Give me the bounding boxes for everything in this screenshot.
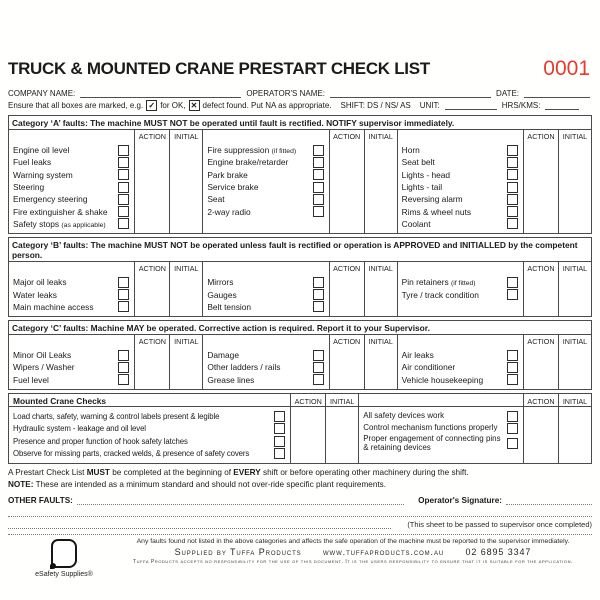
other-faults-extra-row [8,517,592,529]
check-item-row [402,218,519,230]
check-item-row [402,276,519,288]
check-item-label: Safety stops (as applicable) [13,218,106,229]
check-item-label: 2-way radio [207,206,251,217]
checkbox[interactable] [313,206,324,217]
initial-column-header: INITIAL [326,394,358,407]
check-item-label: Reversing alarm [401,194,463,205]
check-item-label: Tyre / track condition [401,289,479,300]
footer [8,534,592,578]
check-group [202,335,396,389]
operator-signature-label: Operator's Signature: [418,496,502,506]
check-item-label: Control mechanism functions properly [363,423,498,433]
text-segment: These are intended as a minimum standard and should not over-ride specific plant requirements. [33,479,387,489]
check-group [397,262,591,316]
supplier-disclaimer: Tuffa Products accepts no responsibility for the use of this document. It is the users responsibility to ensure that it is suitable for the application. [133,559,573,566]
check-item-label: Seat [207,194,225,205]
other-faults-extra-row [8,505,592,517]
check-item-label: Steering [13,182,45,193]
initial-column [365,262,397,316]
crane-section-heading: Mounted Crane Checks [9,394,290,407]
checkbox[interactable] [507,206,518,217]
check-group [9,262,202,316]
check-item-row [402,156,519,168]
checkbox[interactable] [274,436,285,447]
check-item-label: Load charts, safety, warning & control labels present & legible [13,411,220,421]
check-item-row [207,193,324,205]
check-item-label: Major oil leaks [13,277,67,288]
check-item-row [13,410,286,423]
signature-line[interactable] [506,495,592,505]
check-item-label: Observe for missing parts, cracked welds, & presence of safety covers [13,449,250,459]
checkbox[interactable] [118,289,129,300]
checkbox[interactable] [507,194,518,205]
category-sections [8,115,592,390]
check-item-row [13,276,130,288]
minimum-standard-note [8,480,592,492]
check-item-label: Fire extinguisher & shake [13,206,108,217]
crane-section-heading [359,394,523,407]
check-item-label: Proper engagement of connecting pins & retaining devices [363,434,501,452]
logo-text: eSafety Supplies® [35,571,93,579]
item-label-note: (if fitted) [451,280,476,288]
text-segment: A Prestart Check List [8,468,87,478]
checkbox[interactable] [313,145,324,156]
instruction-text: Ensure that all boxes are marked, e.g. [8,100,144,110]
category-heading: Category ‘A’ faults: The machine MUST NOT be operated until fault is rectified. NOTIFY supervisor immediately. [9,116,591,130]
hrskms-field[interactable] [545,100,579,110]
unit-field[interactable] [445,100,497,110]
initial-column-header: INITIAL [562,132,588,141]
check-group [202,262,396,316]
initial-column [365,130,397,233]
crane-body [9,394,591,463]
check-item-label: Presence and proper function of hook safety latches [13,436,188,446]
checkbox[interactable] [118,206,129,217]
text-segment: be completed at the beginning of [109,468,234,478]
check-item-row [402,169,519,181]
other-faults-row [8,492,592,505]
action-column [523,335,559,389]
checkbox[interactable] [274,448,285,459]
check-item-label: Horn [401,145,420,156]
checkbox[interactable] [118,145,129,156]
checkbox[interactable] [313,169,324,180]
initial-column [559,130,591,233]
initial-column [170,130,202,233]
operator-name-label: OPERATOR'S NAME: [246,89,325,98]
check-item-row [13,301,130,313]
category-body [9,335,591,389]
supplier-website: www.tuffaproducts.com.au [322,547,445,558]
company-name-field[interactable] [80,88,241,98]
check-group [397,130,591,233]
check-item-row [207,169,324,181]
checkbox[interactable] [313,157,324,168]
supplier-line [120,547,586,557]
checkbox[interactable] [507,411,518,422]
action-column [523,394,559,463]
checkbox[interactable] [507,438,518,449]
checkbox[interactable] [118,182,129,193]
check-item-label: Emergency steering [13,194,88,205]
check-item-row [207,181,324,193]
check-item-row [13,144,130,156]
check-item-row [13,181,130,193]
initial-column [170,262,202,316]
text-segment: EVERY [233,468,261,478]
action-column-header: ACTION [527,132,555,141]
checkbox[interactable] [313,362,324,373]
check-item-row [13,422,286,435]
check-item-label: Engine brake/retarder [207,157,289,168]
category-body [9,262,591,316]
check-item-row [363,435,519,452]
check-item-label: All safety devices work [363,410,445,420]
check-item-label: Grease lines [207,374,255,385]
category-heading: Category ‘C’ faults: Machine MAY be operated. Corrective action is required. Report it to your Supervisor. [9,321,591,335]
check-item-row [13,435,286,448]
other-faults-label: OTHER FAULTS: [8,496,73,506]
initial-column-header: INITIAL [174,264,199,274]
check-item-label: Air conditioner [401,362,456,373]
check-item-row [13,374,130,386]
company-name-label: COMPANY NAME: [8,89,76,98]
check-item-label: Fuel leaks [13,157,52,168]
check-group [202,130,396,233]
check-item-label: Warning system [13,169,73,180]
check-item-row [207,144,324,156]
action-column-header: ACTION [527,336,555,346]
check-item-row [363,410,519,423]
check-item-label: Hydraulic system - leakage and oil level [13,424,146,434]
initial-column [170,335,202,389]
action-column-header: ACTION [138,132,166,141]
checkbox[interactable] [118,374,129,385]
checkbox[interactable] [118,218,129,229]
check-item-row [13,361,130,373]
ok-text: for OK, [160,100,186,110]
action-column-header: ACTION [138,336,166,346]
checkbox[interactable] [507,289,518,300]
initial-column-header: INITIAL [174,132,199,141]
footer-text-block [120,538,592,578]
checkbox[interactable] [313,289,324,300]
check-group [358,394,591,463]
category-section [8,115,592,234]
action-column [329,262,365,316]
serial-number: 0001 [543,57,590,80]
checkbox[interactable] [507,277,518,288]
check-item-label: Engine oil level [13,145,70,156]
action-column [134,130,170,233]
prestart-note [8,468,592,480]
operator-name-field[interactable] [330,88,491,98]
date-field[interactable] [524,88,590,98]
checkbox[interactable] [313,301,324,312]
page-title: TRUCK & MOUNTED CRANE PRESTART CHECK LIST [8,59,430,78]
initial-column-header: INITIAL [562,336,588,346]
check-item-row [402,288,519,300]
check-group [9,394,358,463]
action-column-header: ACTION [333,336,361,346]
checkbox[interactable] [118,194,129,205]
check-item-row [402,349,519,361]
check-item-label: Water leaks [13,289,57,300]
check-item-label: Lights - head [401,169,451,180]
text-segment: MUST [86,468,110,478]
initial-column-header: INITIAL [174,336,199,346]
category-section [8,320,592,390]
check-item-label: Fire suppression (if fitted) [207,145,297,156]
check-item-row [402,193,519,205]
defect-text: defect found. Put NA as appropriate. [202,100,332,110]
initial-column [559,335,591,389]
checkbox[interactable] [118,362,129,373]
action-column [329,130,365,233]
check-item-row [13,448,286,461]
other-faults-line[interactable] [8,507,592,517]
action-column [134,262,170,316]
checkbox[interactable] [118,301,129,312]
checkbox[interactable] [507,362,518,373]
item-label-note: (if fitted) [271,148,297,156]
checkbox[interactable] [313,350,324,361]
check-group [9,130,202,233]
footer-faults-note: Any faults found not listed in the above categories and affects the safe operation of the machine must be reported to the supervisor immediately. [136,538,570,546]
check-item-row [402,374,519,386]
check-item-row [207,156,324,168]
esafety-logo [8,538,120,578]
checkbox[interactable] [507,169,518,180]
action-column [523,130,559,233]
checkbox[interactable] [313,277,324,288]
instructions-row [8,98,592,112]
check-item-row [207,361,324,373]
text-segment: NOTE: [8,479,34,489]
check-item-row [13,193,130,205]
checked-box-icon: ✓ [146,100,157,111]
initial-column [326,394,358,463]
check-item-row [13,169,130,181]
initial-column-header: INITIAL [368,264,393,274]
check-item-label: Main machine access [13,301,94,312]
action-column [523,262,559,316]
check-item-label: Vehicle housekeeping [401,374,484,385]
checkbox[interactable] [507,145,518,156]
action-column-header: ACTION [527,264,555,274]
date-label: DATE: [496,89,520,98]
initial-column [365,335,397,389]
action-column-header: ACTION [291,394,325,407]
checkbox[interactable] [507,157,518,168]
pass-on-note: (This sheet to be passed to supervisor once completed) [407,520,592,530]
checkbox[interactable] [507,218,518,229]
name-fields-row [8,85,592,98]
checkbox[interactable] [507,374,518,385]
other-faults-line[interactable] [8,519,391,529]
checkbox[interactable] [313,374,324,385]
mounted-crane-checks [8,393,592,464]
check-item-label: Other ladders / rails [207,362,281,373]
checkbox[interactable] [313,194,324,205]
check-item-row [402,181,519,193]
mounted-crane-table [8,393,592,464]
check-item-label: Gauges [207,289,237,300]
action-column [290,394,326,463]
check-item-label: Rims & wheel nuts [401,206,472,217]
text-segment: shift or before operating other machinery during the shift. [260,468,469,478]
initial-column-header: INITIAL [562,264,588,274]
check-item-label: Damage [207,350,239,361]
check-item-row [207,276,324,288]
check-item-label: Park brake [207,169,248,180]
check-item-row [13,218,130,230]
checkbox[interactable] [118,350,129,361]
unit-label: UNIT: [419,100,440,110]
check-item-row [402,205,519,217]
action-column-header: ACTION [333,264,361,274]
supplier-phone: 02 6895 3347 [465,547,532,558]
shift-label: SHIFT: DS / NS/ AS [340,100,411,110]
action-column-header: ACTION [524,394,558,407]
other-faults-line[interactable] [77,495,404,505]
category-body [9,130,591,233]
check-item-label: Service brake [207,182,259,193]
check-item-label: Coolant [401,218,431,229]
check-item-row [207,288,324,300]
check-item-label: Mirrors [207,277,234,288]
check-item-label: Belt tension [207,301,252,312]
check-item-row [13,156,130,168]
check-item-label: Air leaks [401,350,434,361]
check-item-label: Minor Oil Leaks [13,350,72,361]
category-section [8,237,592,317]
initial-column-header: INITIAL [368,336,393,346]
check-item-row [207,205,324,217]
checkbox[interactable] [118,277,129,288]
checkbox[interactable] [507,182,518,193]
check-item-row [207,374,324,386]
checkbox[interactable] [507,423,518,434]
initial-column-header: INITIAL [368,132,393,141]
supplied-by-text: Supplied by Tuffa Products [174,547,302,558]
check-group [397,335,591,389]
action-column [329,335,365,389]
check-item-row [13,288,130,300]
checkbox[interactable] [313,182,324,193]
initial-column [559,262,591,316]
check-item-label: Wipers / Washer [13,362,75,373]
title-bar [8,57,592,85]
checkbox[interactable] [274,423,285,434]
check-item-label: Pin retainers (if fitted) [401,277,476,288]
initial-column-header: INITIAL [559,394,591,407]
check-item-row [207,301,324,313]
initial-column [559,394,591,463]
hrskms-label: HRS/KMS: [501,100,541,110]
crossed-box-icon: ✕ [189,100,200,111]
bottom-notes [8,468,592,529]
speech-bubble-icon [51,539,77,568]
check-item-row [207,349,324,361]
item-label-note: (as applicable) [61,221,106,229]
checkbox[interactable] [507,350,518,361]
check-item-label: Fuel level [13,374,49,385]
check-item-row [13,205,130,217]
check-item-row [13,349,130,361]
action-column-header: ACTION [333,132,361,141]
check-item-label: Seat belt [401,157,435,168]
category-heading: Category ‘B’ faults: The machine MUST NOT be operated unless fault is rectified or operation is APPROVED and INITIALLED by the competent person. [9,238,591,262]
action-column [134,335,170,389]
check-item-row [402,144,519,156]
action-column-header: ACTION [138,264,166,274]
check-item-label: Lights - tail [401,182,443,193]
check-group [9,335,202,389]
check-item-row [402,361,519,373]
checkbox[interactable] [118,157,129,168]
checkbox[interactable] [274,411,285,422]
checkbox[interactable] [118,169,129,180]
